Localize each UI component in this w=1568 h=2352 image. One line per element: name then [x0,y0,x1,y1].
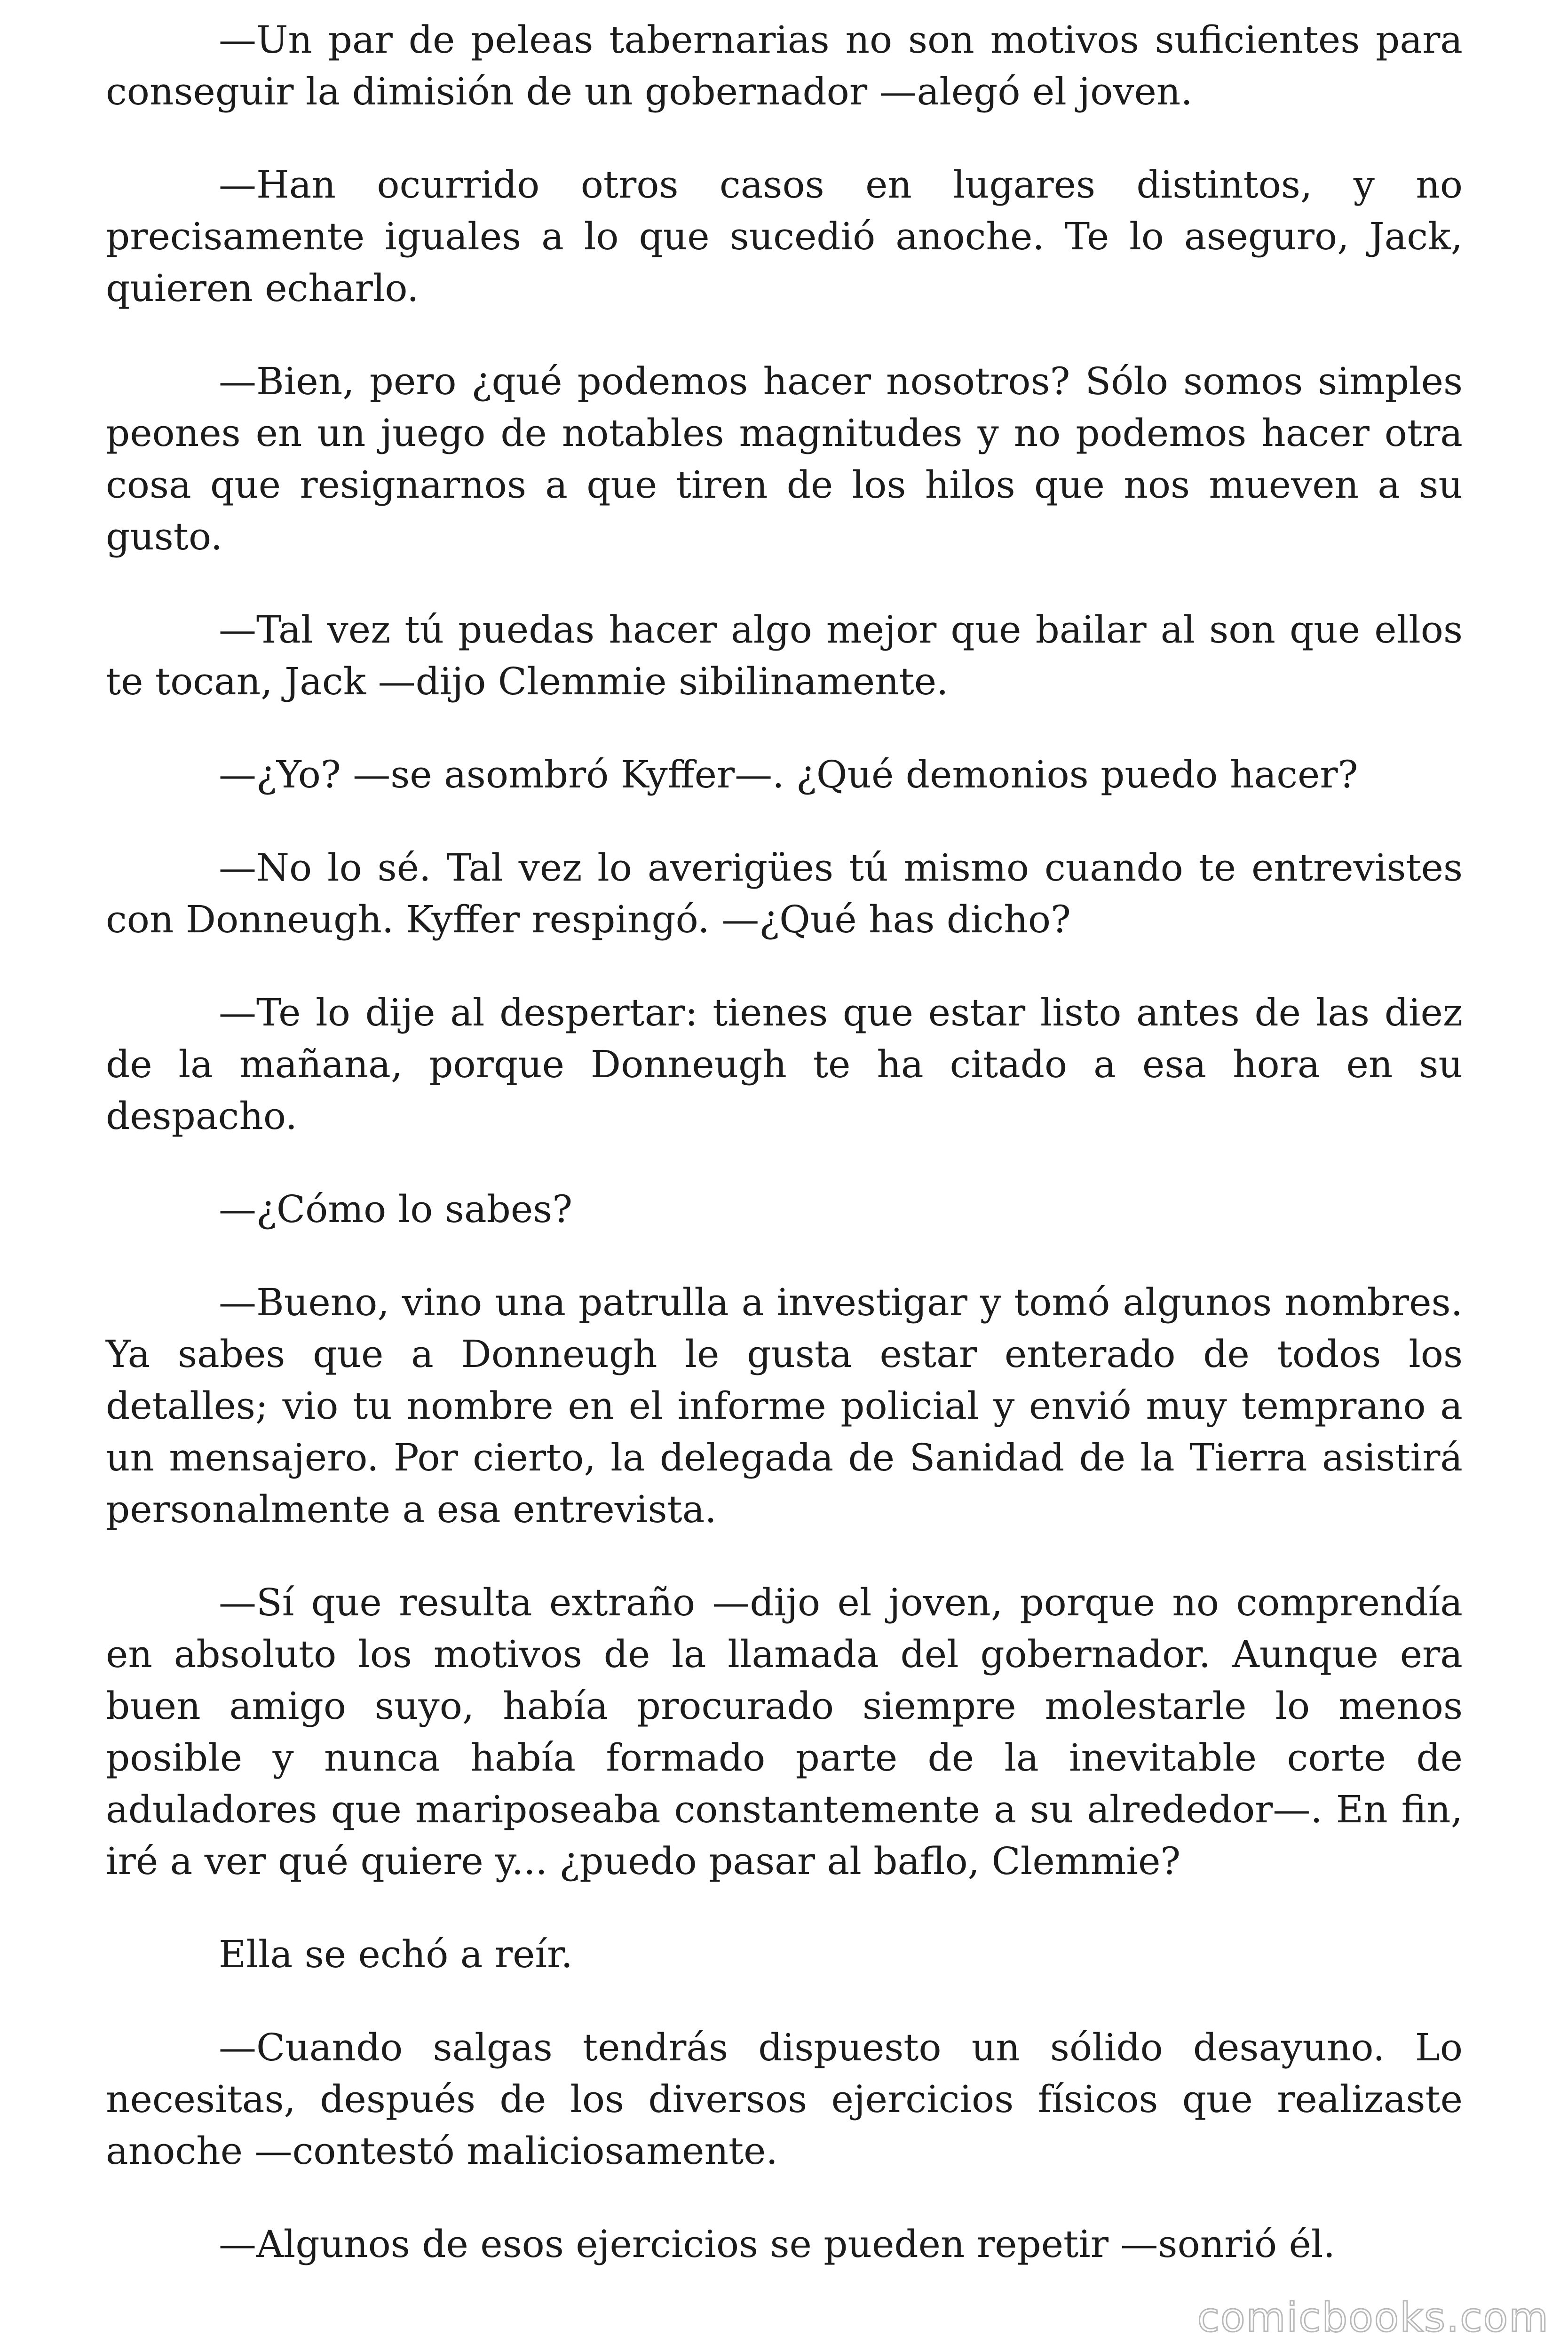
paragraph: —Bueno, vino una patrulla a investigar y tomó algunos nombres. Ya sabes que a Donneugh le gusta estar enterado de todos los detalles; vio tu nombre en el informe policial y envió muy temprano a un mensajero. Por cierto, la delegada de Sanidad de la Tierra asistirá personalmente a esa entrevista. [106,1280,1463,1531]
paragraph: —¿Cómo lo sabes? [219,1187,573,1231]
paragraph: —No lo sé. Tal vez lo averigües tú mismo cuando te entrevistes con Donneugh. Kyffer respingó. —¿Qué has dicho? [106,846,1463,941]
paragraph: —Bien, pero ¿qué podemos hacer nosotros? Sólo somos simples peones en un juego de notables magnitudes y no podemos hacer otra cosa que resignarnos a que tiren de los hilos que nos mueven a su gusto. [106,359,1463,558]
site-watermark: comicbooks.com [1197,2294,1549,2341]
paragraph: —¿Yo? —se asombró Kyffer—. ¿Qué demonios puedo hacer? [219,753,1358,796]
paragraph: Ella se echó a reír. [219,1932,573,1976]
book-page [106,14,1463,2270]
paragraph: —Tal vez tú puedas hacer algo mejor que bailar al son que ellos te tocan, Jack —dijo Clemmie sibilinamente. [106,608,1463,703]
paragraph: —Cuando salgas tendrás dispuesto un sólido desayuno. Lo necesitas, después de los diversos ejercicios físicos que realizaste anoche —contestó maliciosamente. [106,2026,1463,2173]
paragraph: —Te lo dije al despertar: tienes que estar listo antes de las diez de la mañana, porque Donneugh te ha citado a esa hora en su despacho. [106,991,1463,1138]
paragraph: —Algunos de esos ejercicios se pueden repetir —sonrió él. [219,2222,1335,2266]
paragraph: —Han ocurrido otros casos en lugares distintos, y no precisamente iguales a lo que sucedió anoche. Te lo aseguro, Jack, quieren echarlo. [106,163,1463,310]
paragraph: —Sí que resulta extraño —dijo el joven, porque no comprendía en absoluto los motivos de la llamada del gobernador. Aunque era buen amigo suyo, había procurado siempre molestarle lo menos posible y nunca había formado parte de la inevitable corte de aduladores que mariposeaba constantemente a su alrededor—. En fin, iré a ver qué quiere y... ¿puedo pasar al baflo, Clemmie? [106,1581,1463,1883]
paragraph: —Un par de peleas tabernarias no son motivos suficientes para conseguir la dimisión de un gobernador —alegó el joven. [106,18,1463,113]
